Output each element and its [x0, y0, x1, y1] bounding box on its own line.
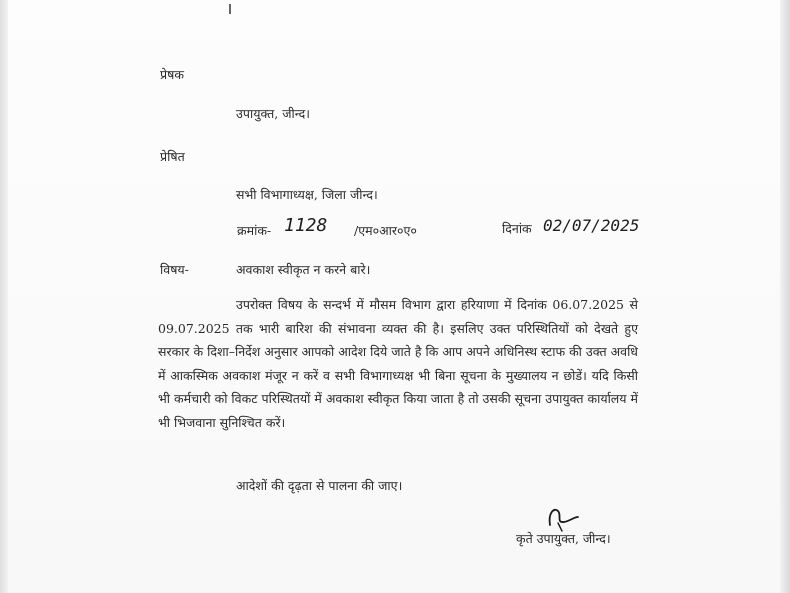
signature-block: कृते उपायुक्त, जीन्द।	[516, 531, 611, 546]
page-left-edge	[0, 0, 8, 593]
reference-code: /एम०आर०ए०	[354, 223, 417, 238]
recipient-name: सभी विभागाध्यक्ष, जिला जीन्द।	[236, 187, 378, 202]
sender-name: उपायुक्त, जीन्द।	[236, 106, 310, 121]
page-right-edge	[780, 0, 790, 593]
top-mark	[229, 4, 231, 14]
reference-label: क्रमांक-	[237, 223, 272, 238]
closing-line: आदेशों की दृढ़ता से पालना की जाए।	[236, 478, 403, 493]
date-value: 02/07/2025	[543, 216, 640, 235]
date-label: दिनांक	[502, 221, 532, 236]
subject-label: विषय-	[160, 262, 189, 277]
body-paragraph	[158, 293, 638, 434]
signature-scribble	[540, 505, 590, 533]
sender-label: प्रेषक	[160, 67, 184, 82]
subject-text: अवकाश स्वीकृत न करने बारे।	[236, 262, 371, 277]
body-text: उपरोक्त विषय के सन्दर्भ में मौसम विभाग द्वारा हरियाणा में दिनांक 06.07.2025 से 09.07.2025 तक भारी बारिश की संभावना व्यक्त की है। इसलिए उक्त परिस्थितियों को देखते हुए सरकार के दिशा–निर्देश अनुसार आपको आदेश दिये जाते है कि आप अपने अधिनिस्थ स्टाफ की उक्त अवधि में आकस्मिक अवकाश मंजूर न करें व सभी विभागाध्यक्ष भी बिना सूचना के मुख्यालय न छोडें। यदि किसी भी कर्मचारी को विकट परिस्थितयों में अवकाश स्वीकृत किया जाता है तो उसकी सूचना उपायुक्त कार्यालय में भी भिजवाना सुनिश्चित करें।	[158, 297, 638, 430]
recipient-label: प्रेषित	[160, 149, 185, 164]
reference-number: 1128	[284, 215, 328, 236]
